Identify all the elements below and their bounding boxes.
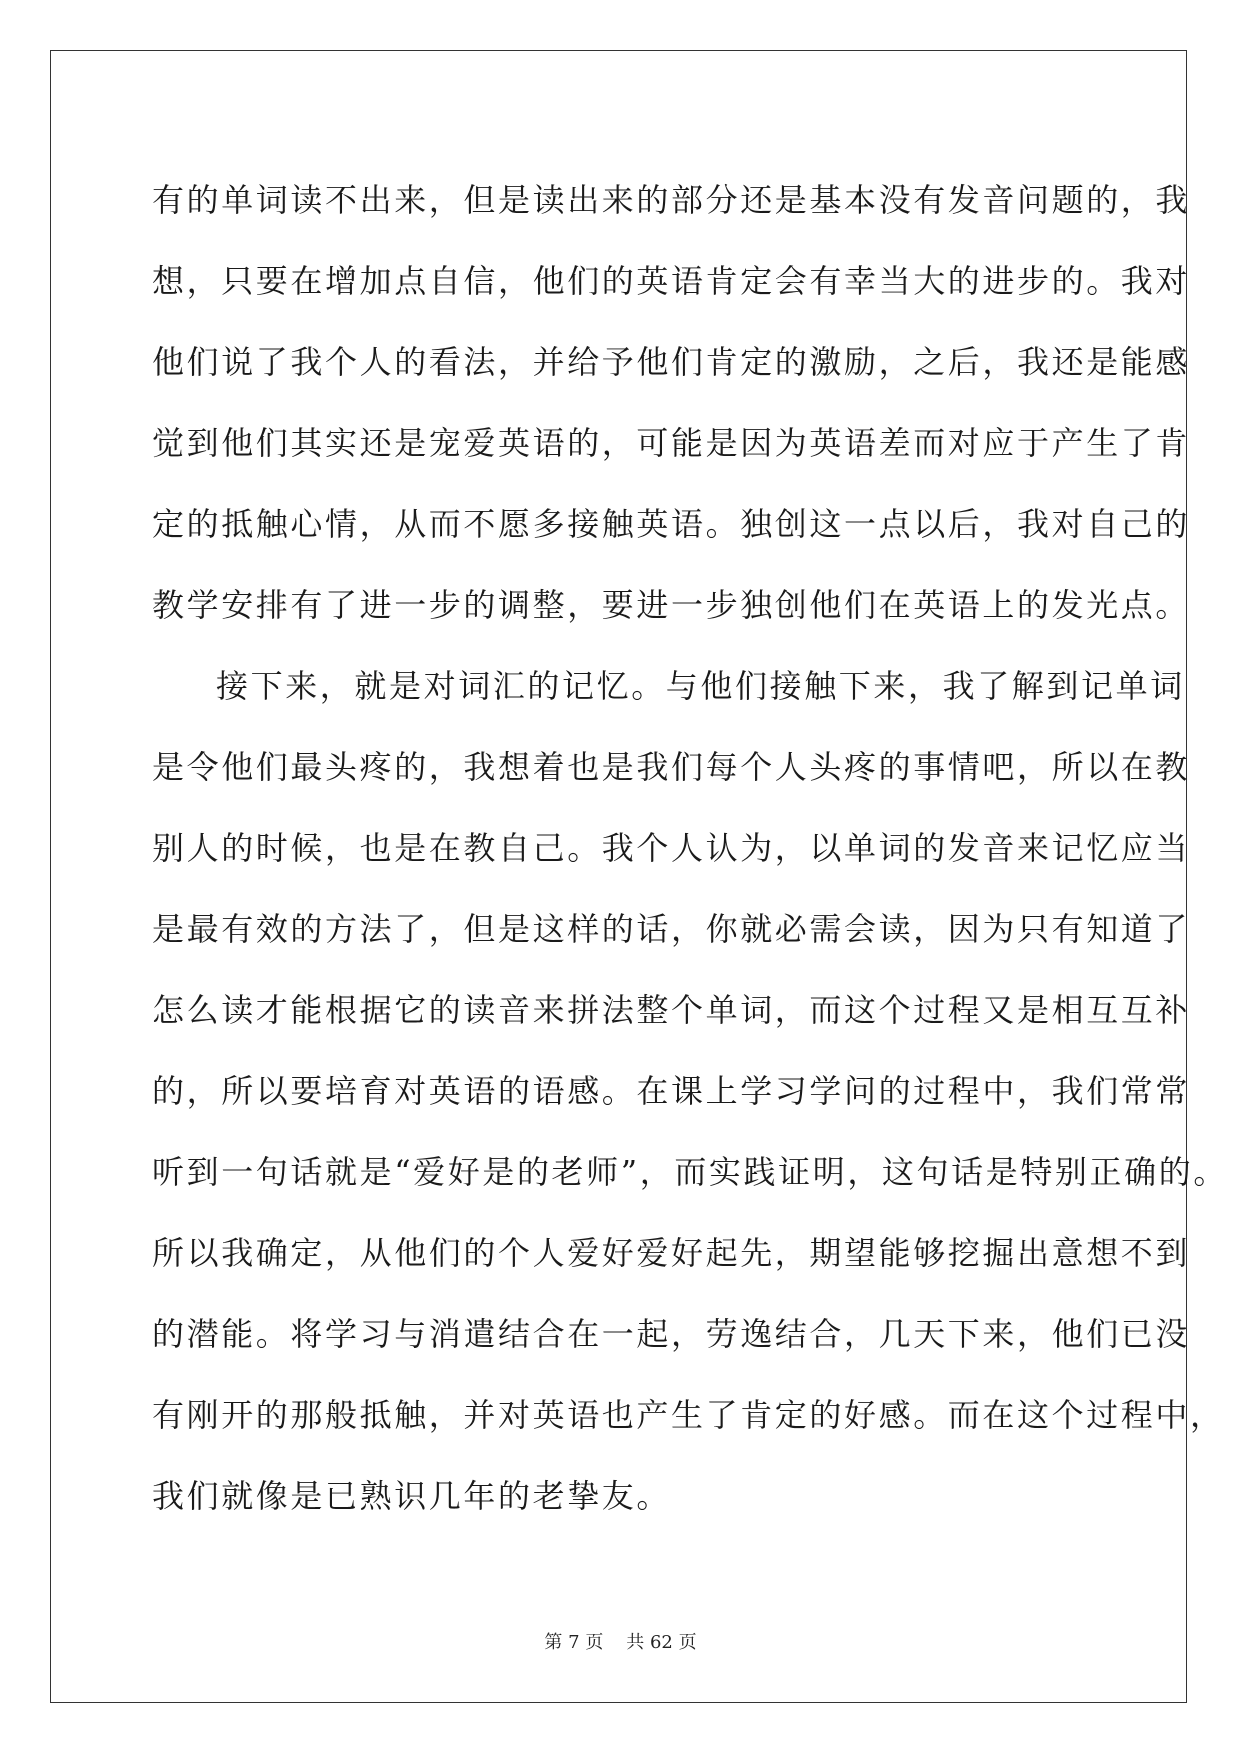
text-line: 是令他们最头疼的，我想着也是我们每个人头疼的事情吧，所以在教 xyxy=(152,748,1191,786)
text-line: 怎么读才能根据它的读音来拼法整个单词，而这个过程又是相互互补 xyxy=(152,991,1191,1029)
page-number: 第 7 页 xyxy=(544,1632,604,1653)
text-line: 定的抵触心情，从而不愿多接触英语。独创这一点以后，我对自己的 xyxy=(152,505,1191,543)
text-line: 有的单词读不出来，但是读出来的部分还是基本没有发音问题的，我 xyxy=(152,181,1191,219)
paragraph-first-line: 接下来，就是对词汇的记忆。与他们接触下来，我了解到记单词 xyxy=(216,667,1185,705)
text-line: 想，只要在增加点自信，他们的英语肯定会有幸当大的进步的。我对 xyxy=(152,262,1191,300)
text-line: 是最有效的方法了，但是这样的话，你就必需会读，因为只有知道了 xyxy=(152,910,1191,948)
text-line: 别人的时候，也是在教自己。我个人认为，以单词的发音来记忆应当 xyxy=(152,829,1191,867)
text-line: 听到一句话就是“爱好是的老师”，而实践证明，这句话是特别正确的。 xyxy=(152,1153,1228,1191)
text-line: 所以我确定，从他们的个人爱好爱好起先，期望能够挖掘出意想不到 xyxy=(152,1234,1191,1272)
document-body xyxy=(152,160,1228,1537)
text-line: 的，所以要培育对英语的语感。在课上学习学问的过程中，我们常常 xyxy=(152,1072,1191,1110)
text-line: 的潜能。将学习与消遣结合在一起，劳逸结合，几天下来，他们已没 xyxy=(152,1315,1191,1353)
text-line: 他们说了我个人的看法，并给予他们肯定的激励，之后，我还是能感 xyxy=(152,343,1191,381)
page-footer xyxy=(0,1628,1241,1654)
text-line: 觉到他们其实还是宠爱英语的，可能是因为英语差而对应于产生了肯 xyxy=(152,424,1191,462)
text-line: 我们就像是已熟识几年的老挚友。 xyxy=(152,1477,672,1515)
text-line: 有刚开的那般抵触，并对英语也产生了肯定的好感。而在这个过程中， xyxy=(152,1396,1225,1434)
page-total: 共 62 页 xyxy=(626,1632,697,1653)
text-line: 教学安排有了进一步的调整，要进一步独创他们在英语上的发光点。 xyxy=(152,586,1191,624)
